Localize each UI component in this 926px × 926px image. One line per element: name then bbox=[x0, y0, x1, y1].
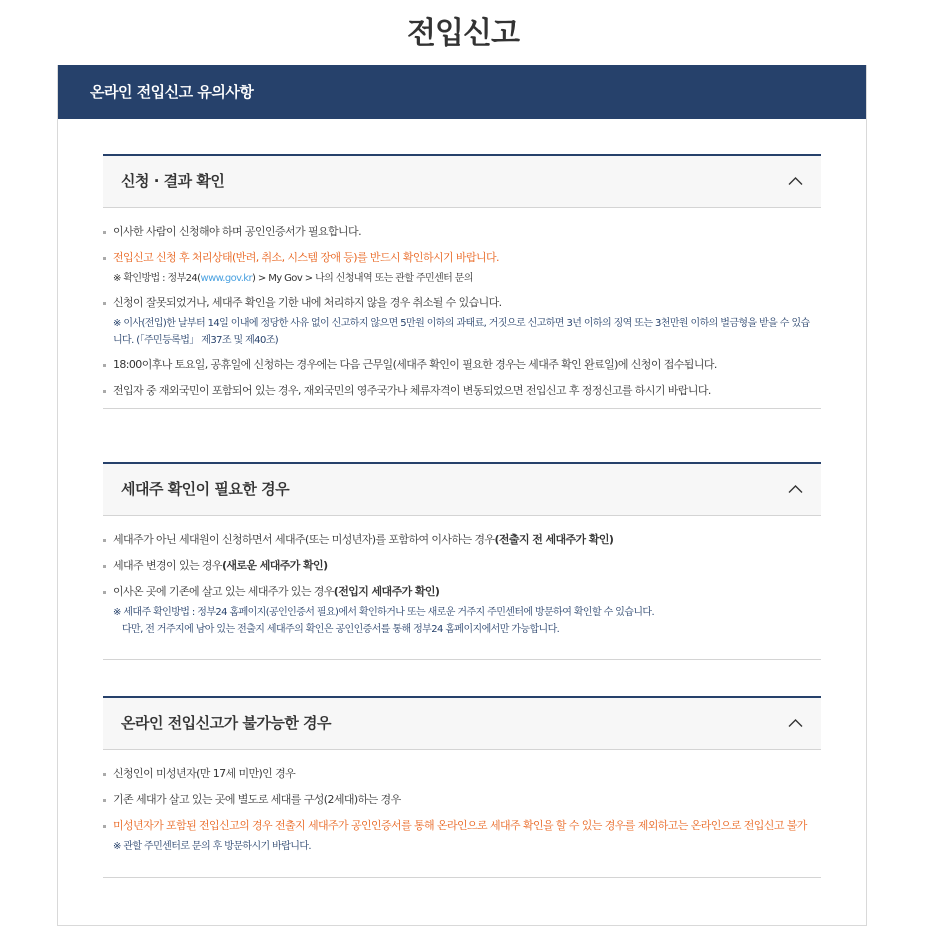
chevron-up-icon[interactable] bbox=[788, 176, 803, 186]
list-item: 세대주가 아닌 세대원이 신청하면서 세대주(또는 미성년자)를 포함하여 이사하는 경우(전출지 전 세대주가 확인) bbox=[103, 532, 815, 548]
chevron-up-icon[interactable] bbox=[788, 718, 803, 728]
section-body bbox=[103, 750, 821, 878]
section-title: 세대주 확인이 필요한 경우 bbox=[121, 480, 290, 498]
list-item: 이사온 곳에 기존에 살고 있는 세대주가 있는 경우(전입지 세대주가 확인) bbox=[103, 584, 815, 600]
list-item: 세대주 변경이 있는 경우(새로운 세대주가 확인) bbox=[103, 558, 815, 574]
section-householder-confirm bbox=[103, 462, 821, 660]
list-item-warning: 미성년자가 포함된 전입신고의 경우 전출지 세대주가 공인인증서를 통해 온라인으로 세대주 확인을 할 수 있는 경우를 제외하고는 온라인으로 전입신고 불가 bbox=[103, 818, 815, 834]
section-header[interactable] bbox=[103, 462, 821, 516]
notice-panel bbox=[57, 65, 867, 926]
gov-link[interactable]: www.gov.kr bbox=[200, 273, 252, 284]
note: ※ 관할 주민센터로 문의 후 방문하시기 바랍니다. bbox=[113, 841, 311, 852]
section-header[interactable] bbox=[103, 696, 821, 750]
section-body bbox=[103, 208, 821, 409]
chevron-up-icon[interactable] bbox=[788, 484, 803, 494]
page-title: 전입신고 bbox=[407, 16, 519, 51]
note: ※ 확인방법 : 정부24(www.gov.kr) > My Gov > 나의 신청내역 또는 관할 주민센터 문의 bbox=[113, 273, 473, 284]
section-online-unavailable bbox=[103, 696, 821, 878]
section-title: 온라인 전입신고가 불가능한 경우 bbox=[121, 714, 332, 732]
note: ※ 이사(전입)한 날부터 14일 이내에 정당한 사유 없이 신고하지 않으면 5만원 이하의 과태료, 거짓으로 신고하면 3년 이하의 징역 또는 3천만원 이하의 벌금형을 받을 수 있습니다. (「주민등록법」 제37조 및 제40조) bbox=[113, 318, 810, 346]
section-body bbox=[103, 516, 821, 660]
list-item-warning: 전입신고 신청 후 처리상태(반려, 취소, 시스템 장애 등)를 반드시 확인하시기 바랍니다. bbox=[103, 250, 815, 266]
section-header[interactable] bbox=[103, 154, 821, 208]
list-item: 신청이 잘못되었거나, 세대주 확인을 기한 내에 처리하지 않을 경우 취소될 수 있습니다. bbox=[103, 295, 815, 311]
list-item: 전입자 중 재외국민이 포함되어 있는 경우, 재외국민의 영주국가나 체류자격이 변동되었으면 전입신고 후 정정신고를 하시기 바랍니다. bbox=[103, 383, 815, 399]
section-application-result bbox=[103, 154, 821, 409]
list-item: 이사한 사람이 신청해야 하며 공인인증서가 필요합니다. bbox=[103, 224, 815, 240]
panel-header: 온라인 전입신고 유의사항 bbox=[58, 65, 866, 119]
list-item: 18:00이후나 토요일, 공휴일에 신청하는 경우에는 다음 근무일(세대주 확인이 필요한 경우는 세대주 확인 완료일)에 신청이 접수됩니다. bbox=[103, 357, 815, 373]
list-item: 기존 세대가 살고 있는 곳에 별도로 세대를 구성(2세대)하는 경우 bbox=[103, 792, 815, 808]
note: ※ 세대주 확인방법 : 정부24 홈페이지(공인인증서 필요)에서 확인하거나 또는 새로운 거주지 주민센터에 방문하여 확인할 수 있습니다. 다만, 전 거주지에 남아 있는 전출지 세대주의 확인은 공인인증서를 통해 정부24 홈페이지에서만 가능합니다. bbox=[113, 607, 655, 635]
section-title: 신청 · 결과 확인 bbox=[121, 172, 225, 190]
list-item: 신청인이 미성년자(만 17세 미만)인 경우 bbox=[103, 766, 815, 782]
